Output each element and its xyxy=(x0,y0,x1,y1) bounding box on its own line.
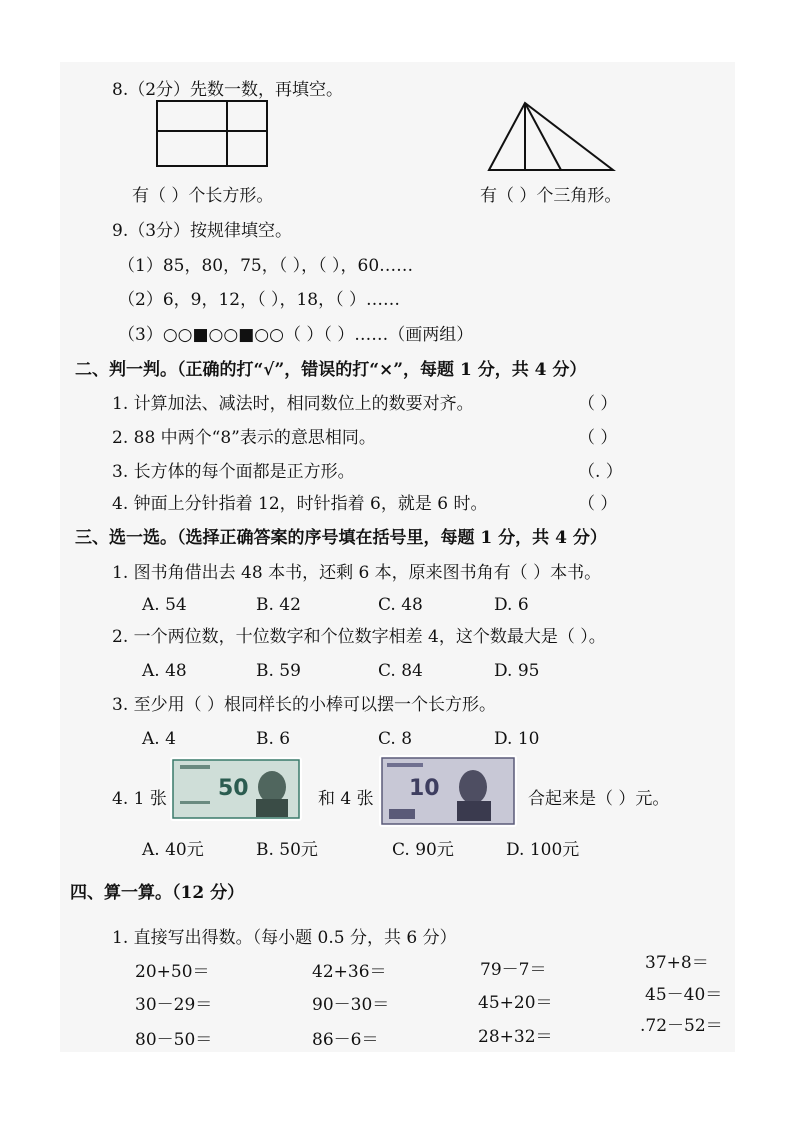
q9-line2: （2）6，9，12，（ ），18，（ ）…… xyxy=(118,290,401,310)
triangle-count-answer: 有（ ）个三角形。 xyxy=(480,186,622,206)
choice-q4-part1: 4. 1 张 xyxy=(112,789,167,809)
calc-r2-c2: 90－30＝ xyxy=(312,995,390,1015)
q1-option-c: C. 48 xyxy=(378,595,423,615)
calc-r1-c1: 20+50＝ xyxy=(135,962,210,982)
section4-subtitle: 1. 直接写出得数。（每小题 0.5 分，共 6 分） xyxy=(112,928,457,948)
q9-line3: （3）○○■○○■○○（ ）（ ）……（画两组） xyxy=(118,325,474,345)
ten-yuan-banknote xyxy=(379,755,517,827)
q4-option-c: C. 90元 xyxy=(392,840,454,860)
judge-item-4: 4. 钟面上分针指着 12，时针指着 6，就是 6 时。 xyxy=(112,494,488,514)
q2-option-c: C. 84 xyxy=(378,661,423,681)
q3-option-d: D. 10 xyxy=(494,729,540,749)
q3-option-c: C. 8 xyxy=(378,729,413,749)
q1-option-b: B. 42 xyxy=(256,595,301,615)
q1-option-d: D. 6 xyxy=(494,595,529,615)
section4-title: 四、算一算。（12 分） xyxy=(70,883,245,903)
calc-r1-c3: 79－7＝ xyxy=(480,960,547,980)
choice-q4-part2: 和 4 张 xyxy=(318,789,374,809)
judge-paren-2: （ ） xyxy=(578,428,618,448)
triangle-figure xyxy=(485,100,620,175)
calc-r3-c3: 28+32＝ xyxy=(478,1027,553,1047)
calc-r2-c3: 45+20＝ xyxy=(478,993,553,1013)
q4-option-b: B. 50元 xyxy=(256,840,318,860)
q4-option-a: A. 40元 xyxy=(142,840,204,860)
calc-r1-c2: 42+36＝ xyxy=(312,962,387,982)
choice-q3: 3. 至少用（ ）根同样长的小棒可以摆一个长方形。 xyxy=(112,695,497,715)
calc-r3-c2: 86－6＝ xyxy=(312,1030,379,1050)
q3-option-b: B. 6 xyxy=(256,729,291,749)
q4-option-d: D. 100元 xyxy=(506,840,580,860)
bill50-value: 50 xyxy=(218,776,249,801)
judge-item-1: 1. 计算加法、减法时，相同数位上的数要对齐。 xyxy=(112,394,474,414)
section2-title: 二、判一判。（正确的打“√”，错误的打“×”，每题 1 分，共 4 分） xyxy=(75,360,587,380)
q2-option-b: B. 59 xyxy=(256,661,301,681)
q9-title: 9.（3分）按规律填空。 xyxy=(112,221,293,241)
judge-paren-1: （ ） xyxy=(578,394,618,414)
calc-r1-c4: 37+8＝ xyxy=(645,953,709,973)
calc-r2-c1: 30－29＝ xyxy=(135,995,213,1015)
choice-q2: 2. 一个两位数，十位数字和个位数字相差 4，这个数最大是（ ）。 xyxy=(112,627,606,647)
calc-r3-c4: .72－52＝ xyxy=(640,1016,723,1036)
q8-title: 8.（2分）先数一数，再填空。 xyxy=(112,80,344,100)
q1-option-a: A. 54 xyxy=(142,595,187,615)
calc-r3-c1: 80－50＝ xyxy=(135,1030,213,1050)
exam-page xyxy=(60,62,735,1052)
bill10-value: 10 xyxy=(409,776,440,801)
calc-r2-c4: 45－40＝ xyxy=(645,985,723,1005)
choice-q4-part3: 合起来是（ ）元。 xyxy=(528,789,670,809)
judge-item-2: 2. 88 中两个“8”表示的意思相同。 xyxy=(112,428,376,448)
choice-q1: 1. 图书角借出去 48 本书，还剩 6 本，原来图书角有（ ）本书。 xyxy=(112,563,602,583)
section3-title: 三、选一选。（选择正确答案的序号填在括号里，每题 1 分，共 4 分） xyxy=(75,528,607,548)
fifty-yuan-banknote xyxy=(170,757,302,821)
judge-item-3: 3. 长方体的每个面都是正方形。 xyxy=(112,462,355,482)
q3-option-a: A. 4 xyxy=(142,729,176,749)
q9-line1: （1）85，80，75，（ ），（ ），60…… xyxy=(118,256,414,276)
judge-paren-3: （. ） xyxy=(578,462,623,482)
judge-paren-4: （ ） xyxy=(578,494,618,514)
rect-count-answer: 有（ ）个长方形。 xyxy=(132,186,274,206)
rectangle-figure xyxy=(155,98,271,170)
q2-option-a: A. 48 xyxy=(142,661,187,681)
q2-option-d: D. 95 xyxy=(494,661,540,681)
